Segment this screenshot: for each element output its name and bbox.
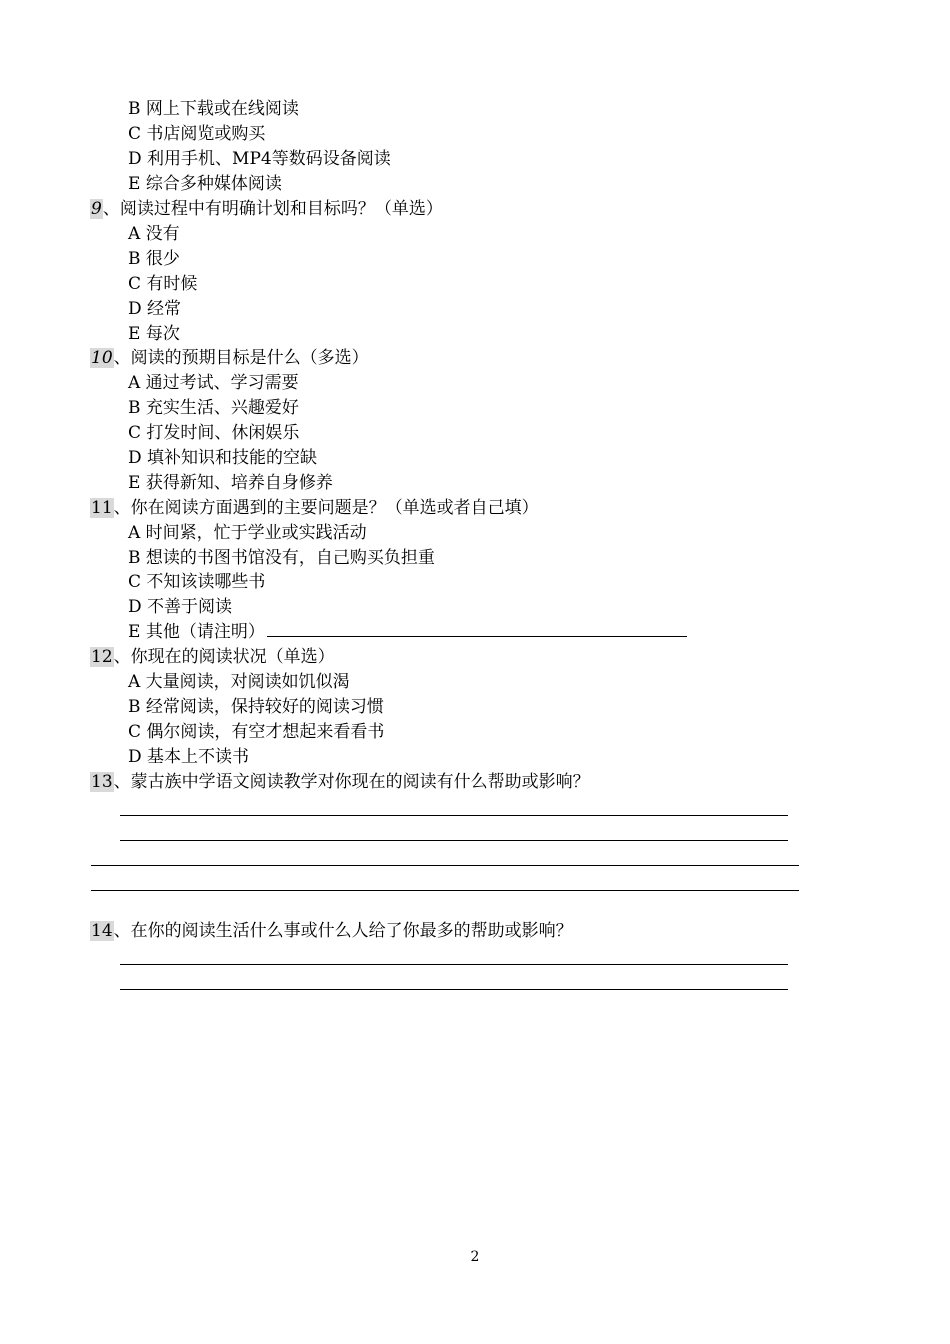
- question-12: [90, 645, 335, 669]
- q9-option-d: D 经常: [128, 299, 182, 319]
- question-number: 14: [91, 921, 113, 941]
- q9-option-b: B 很少: [128, 249, 180, 269]
- q12-option-d: D 基本上不读书: [128, 747, 250, 767]
- answer-line[interactable]: [120, 840, 788, 841]
- q12-option-a: A 大量阅读，对阅读如饥似渴: [128, 672, 350, 692]
- q8-option-c: C 书店阅览或购买: [128, 124, 266, 144]
- q11-option-e: [128, 620, 687, 644]
- q9-option-c: C 有时候: [128, 274, 198, 294]
- q10-option-d: D 填补知识和技能的空缺: [128, 448, 318, 468]
- q10-option-b: B 充实生活、兴趣爱好: [128, 398, 299, 418]
- question-14: [90, 919, 573, 943]
- q8-option-e: E 综合多种媒体阅读: [128, 174, 282, 194]
- q11-option-b: B 想读的书图书馆没有，自己购买负担重: [128, 548, 435, 568]
- q10-option-a: A 通过考试、学习需要: [128, 373, 299, 393]
- question-number: 10: [91, 348, 113, 368]
- q12-option-c: C 偶尔阅读，有空才想起来看看书: [128, 722, 385, 742]
- q9-option-a: A 没有: [128, 224, 180, 244]
- question-number: 11: [91, 498, 113, 518]
- q9-option-e: E 每次: [128, 324, 180, 344]
- option-label: E 其他（请注明）: [128, 622, 265, 642]
- question-text: 、阅读的预期目标是什么（多选）: [113, 348, 369, 368]
- question-10: [90, 346, 369, 370]
- other-fill-blank[interactable]: [267, 620, 687, 637]
- q8-option-d: D 利用手机、MP4等数码设备阅读: [128, 149, 391, 169]
- page-number: 2: [470, 1249, 480, 1265]
- q11-option-d: D 不善于阅读: [128, 597, 233, 617]
- q12-option-b: B 经常阅读，保持较好的阅读习惯: [128, 697, 384, 717]
- answer-line[interactable]: [91, 865, 799, 866]
- answer-line[interactable]: [91, 890, 799, 891]
- answer-line[interactable]: [120, 815, 788, 816]
- q11-option-a: A 时间紧，忙于学业或实践活动: [128, 523, 367, 543]
- question-11: [90, 496, 539, 520]
- q8-option-b: B 网上下载或在线阅读: [128, 99, 299, 119]
- q11-option-c: C 不知该读哪些书: [128, 572, 266, 592]
- q10-option-c: C 打发时间、休闲娱乐: [128, 423, 300, 443]
- answer-line[interactable]: [120, 989, 788, 990]
- question-9: [90, 197, 443, 221]
- question-text: 、阅读过程中有明确计划和目标吗？（单选）: [102, 199, 443, 219]
- question-text: 、蒙古族中学语文阅读教学对你现在的阅读有什么帮助或影响？: [113, 772, 590, 792]
- question-text: 、你在阅读方面遇到的主要问题是？（单选或者自己填）: [113, 498, 539, 518]
- question-text: 、你现在的阅读状况（单选）: [113, 647, 335, 667]
- question-number: 13: [91, 772, 113, 792]
- question-text: 、在你的阅读生活什么事或什么人给了你最多的帮助或影响？: [113, 921, 573, 941]
- question-number: 9: [91, 199, 102, 219]
- question-13: [90, 770, 590, 794]
- question-number: 12: [91, 647, 113, 667]
- answer-line[interactable]: [120, 964, 788, 965]
- q10-option-e: E 获得新知、培养自身修养: [128, 473, 333, 493]
